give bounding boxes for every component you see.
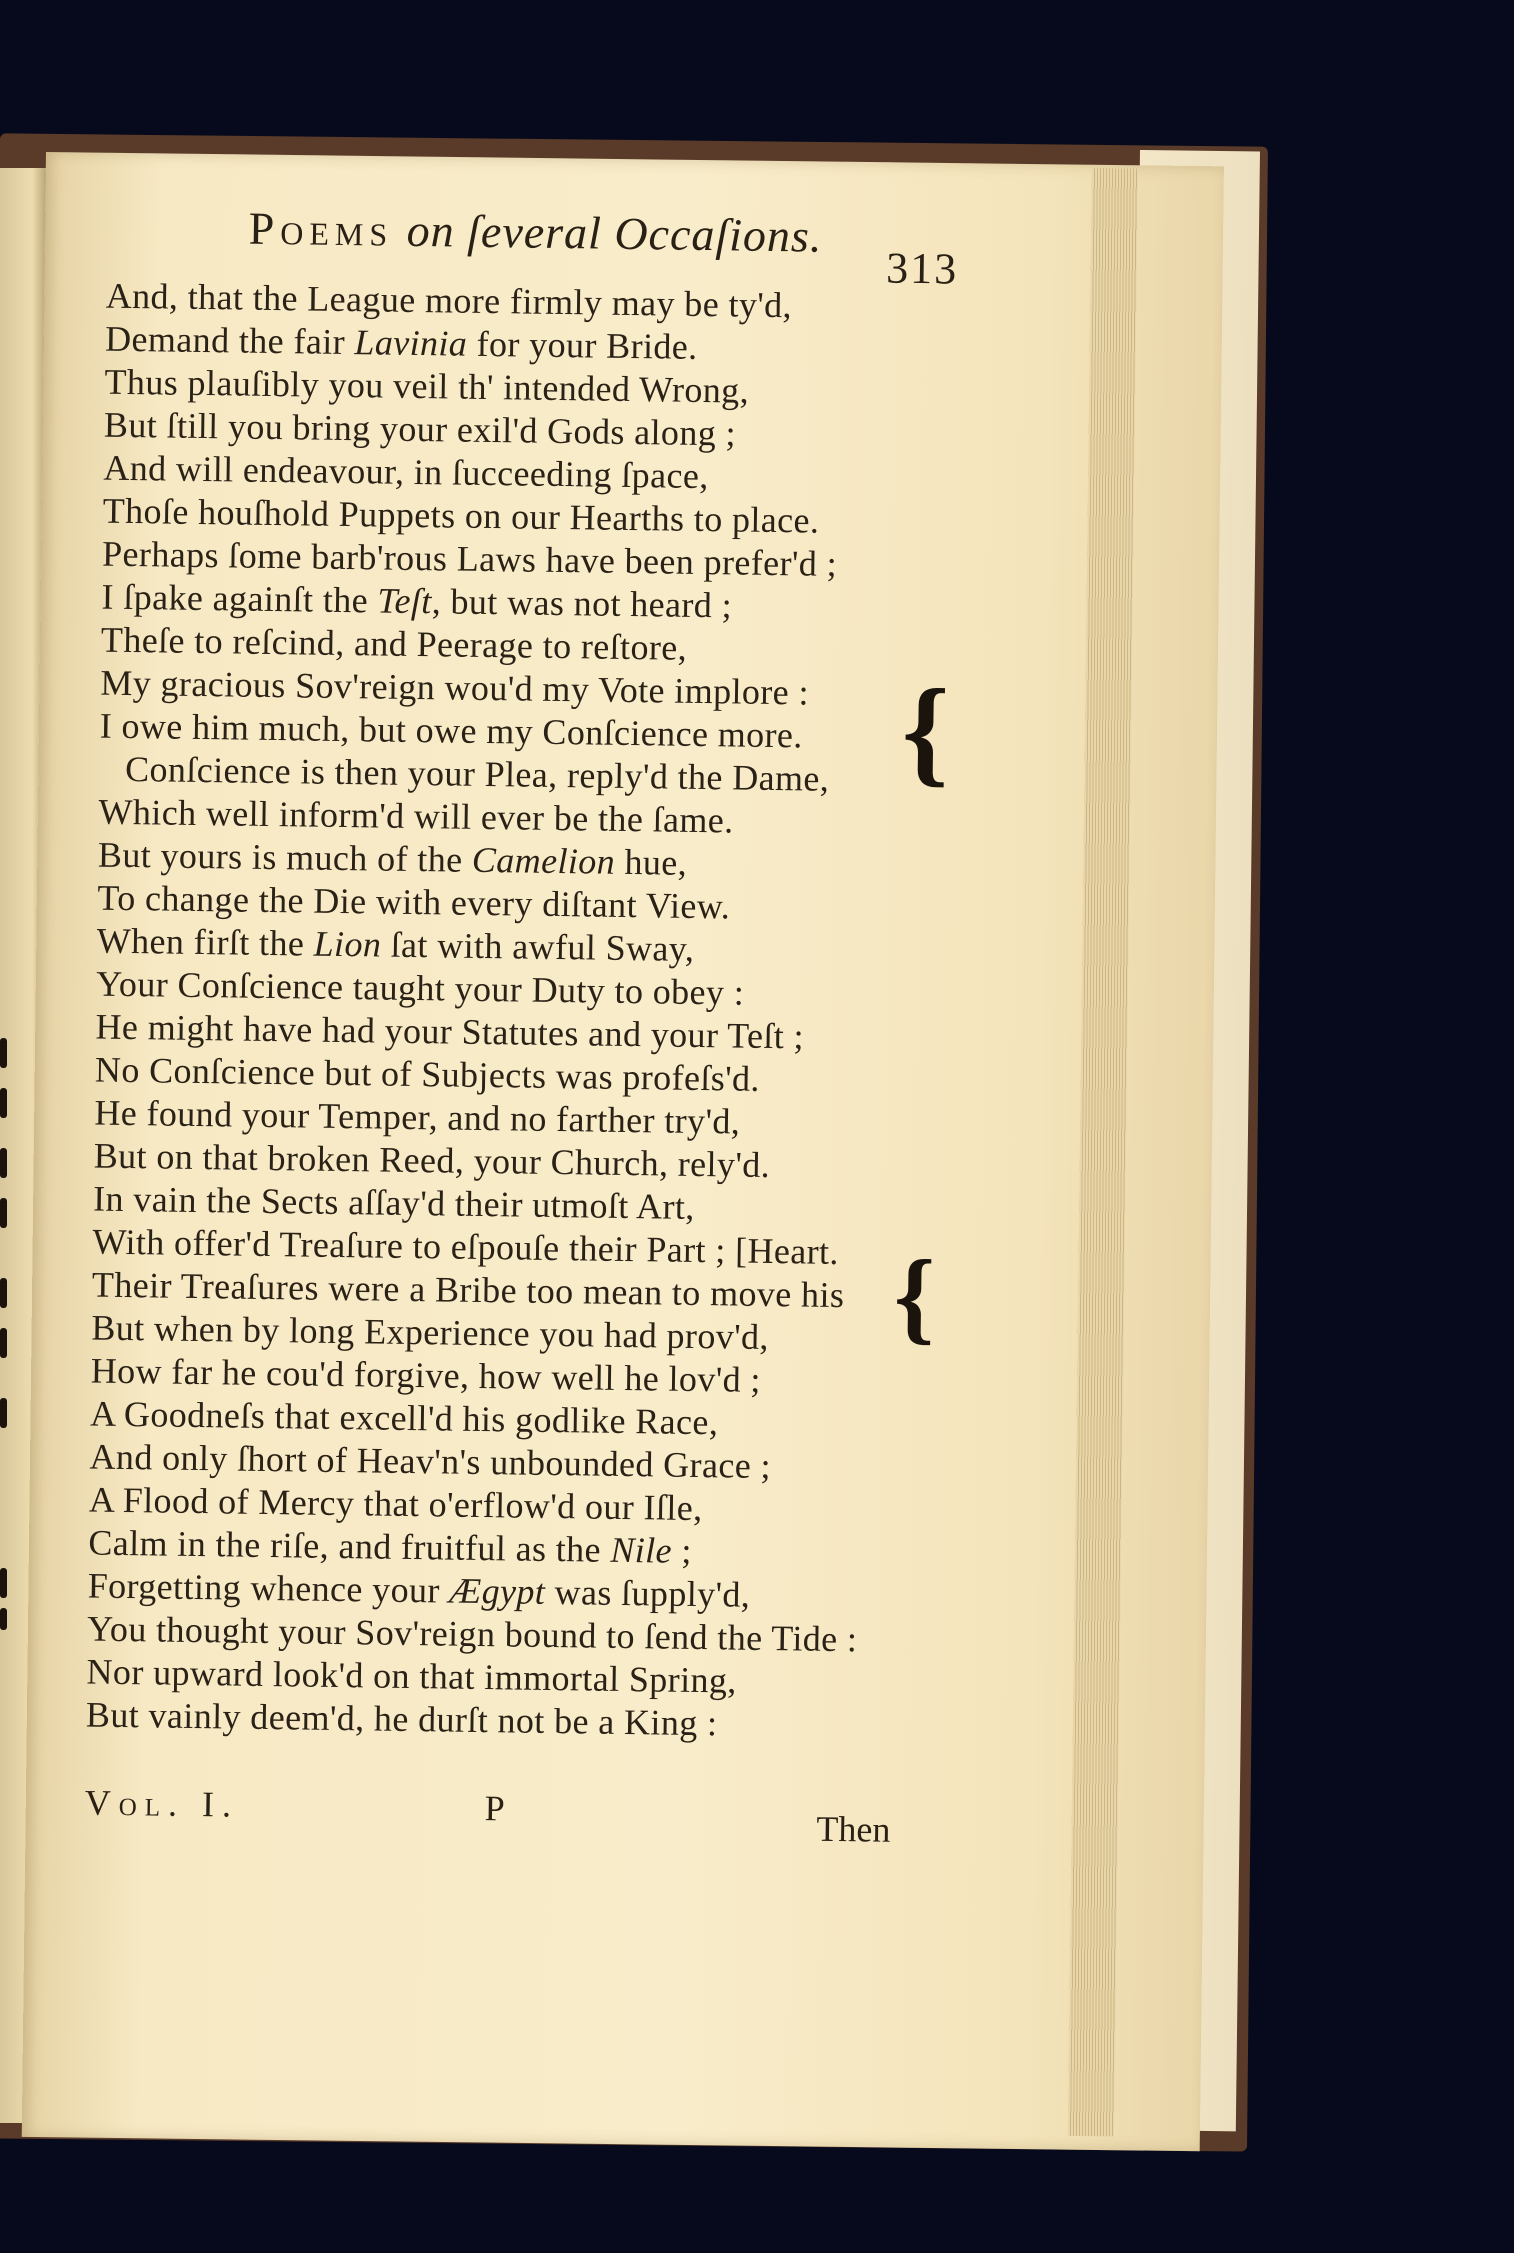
triplet-brace-1: {: [900, 663, 951, 798]
verse-text-run: You thought your Sov'reign bound to ſend the Tide :: [86, 1608, 858, 1660]
verse-text-run: A Goodneſs that excell'd his godlike Race,: [89, 1393, 719, 1443]
verse-text-run: I owe him much, but owe my Conſcience more.: [99, 705, 804, 756]
verse-text-run: , but was not heard ;: [431, 581, 733, 626]
page-number: 313: [885, 243, 959, 294]
triplet-brace-2: {: [893, 1238, 936, 1355]
verse-text-run: When firſt the: [96, 920, 314, 964]
verse-text-run: I ſpake againſt the: [101, 576, 378, 621]
running-head: [248, 202, 822, 263]
italic-word: Camelion: [471, 839, 616, 882]
page-footer: [84, 1781, 905, 1850]
verse-text-run: In vain the Sects aſſay'd their utmoſt Art,: [92, 1178, 695, 1227]
verse-text-run: But vainly deem'd, he durſt not be a King :: [85, 1694, 718, 1744]
running-head-title: on ſeveral Occaſions.: [406, 204, 823, 262]
verse-text-run: Calm in the riſe, and fruitful as the: [88, 1522, 611, 1570]
verse-text-run: Which well inform'd will ever be the ſame.: [98, 791, 734, 841]
verse-text-run: He found your Temper, and no farther try'd,: [94, 1092, 741, 1142]
verse-text-run: Thus plauſibly you veil th' intended Wrong,: [104, 361, 750, 411]
verse-text-run: But on that broken Reed, your Church, rely'd.: [93, 1135, 771, 1185]
verse-line: [86, 1692, 718, 1745]
verse-text-run: was ſupply'd,: [544, 1571, 751, 1615]
verse-text-run: My gracious Sov'reign wou'd my Vote implore :: [100, 662, 810, 713]
verse-text-run: for your Bride.: [466, 323, 698, 367]
verse-text-run: ſat with awful Sway,: [381, 924, 695, 969]
verse-text-run: With offer'd Treaſure to eſpouſe their Part ; [Heart.: [92, 1221, 840, 1272]
verse-text-run: But when by long Experience you had prov'd,: [91, 1307, 770, 1357]
verse-text-run: To change the Die with every diſtant View.: [97, 877, 731, 927]
signature-line: Vol. I.: [84, 1782, 240, 1825]
running-head-prefix: Poems: [248, 202, 394, 256]
italic-word: Nile: [610, 1529, 673, 1571]
verse-text-run: How far he cou'd forgive, how well he lov'd ;: [90, 1350, 762, 1400]
verse-text-run: Thoſe houſhold Puppets on our Hearths to place.: [102, 490, 820, 541]
verse-text-run: Perhaps ſome barb'rous Laws have been prefer'd ;: [101, 533, 838, 584]
verse-text-run: Conſcience is then your Plea, reply'd the Dame,: [124, 748, 830, 799]
italic-word: Lavinia: [354, 322, 468, 364]
verse-text: [85, 274, 946, 1744]
verse-text-run: Their Treaſures were a Bribe too mean to move his: [91, 1264, 845, 1316]
verse-text-run: hue,: [614, 841, 688, 883]
verse-text-run: Nor upward look'd on that immortal Spring,: [86, 1651, 737, 1701]
verse-text-run: He might have had your Statutes and your Teſt ;: [95, 1006, 805, 1057]
verse-text-run: Theſe to reſcind, and Peerage to reſtore,: [100, 619, 688, 668]
verse-text-run: And, that the League more firmly may be ty'd,: [105, 275, 793, 326]
verse-text-run: ;: [671, 1530, 693, 1571]
italic-word: Lion: [313, 923, 382, 965]
verse-text-run: But ſtill you bring your exil'd Gods along ;: [103, 404, 737, 454]
verse-text-run: And will endeavour, in ſucceeding ſpace,: [103, 447, 709, 497]
verse-text-run: But yours is much of the: [97, 834, 473, 880]
italic-word: Ægypt: [448, 1570, 546, 1612]
verse-text-run: Demand the fair: [104, 318, 355, 363]
catchword: Then: [816, 1808, 891, 1850]
sheet-signature-mark: P: [484, 1788, 506, 1829]
verse-text-run: And only ſhort of Heav'n's unbounded Grace ;: [89, 1436, 772, 1487]
verse-text-run: No Conſcience but of Subjects was profeſs'd.: [94, 1049, 761, 1099]
italic-word: Teſt: [377, 580, 433, 622]
verse-text-run: A Flood of Mercy that o'erflow'd our Iſle,: [88, 1479, 703, 1529]
verse-text-run: Your Conſcience taught your Duty to obey :: [95, 963, 745, 1013]
verse-text-run: Forgetting whence your: [87, 1565, 450, 1611]
